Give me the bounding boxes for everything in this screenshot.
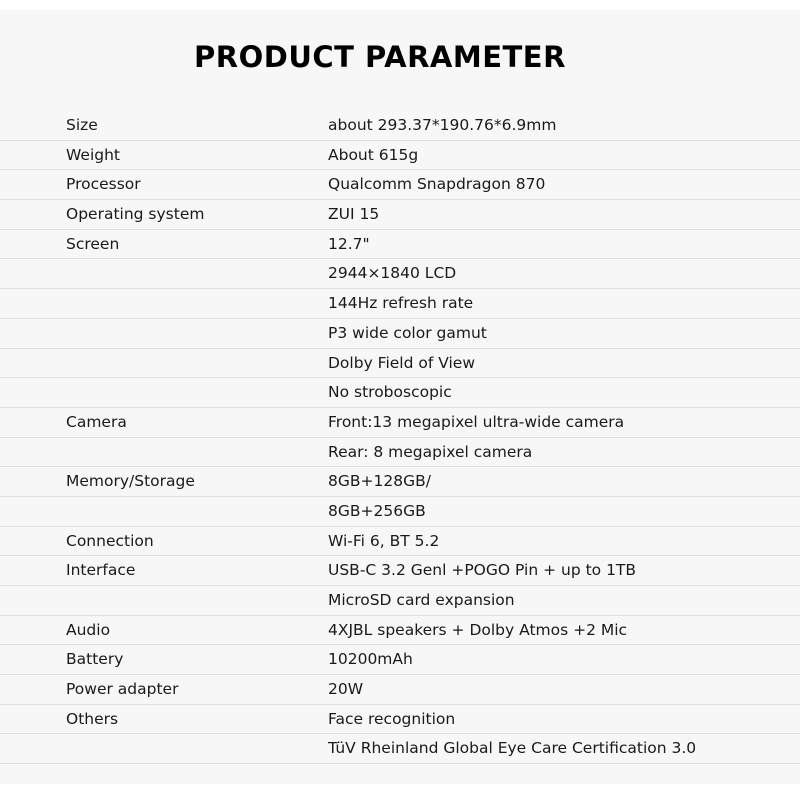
table-row — [0, 111, 800, 141]
row-label: Interface — [66, 561, 136, 580]
row-value: Front:13 megapixel ultra-wide camera — [328, 412, 625, 431]
row-value: Rear: 8 megapixel camera — [328, 442, 533, 461]
row-value: Qualcomm Snapdragon 870 — [328, 175, 546, 194]
table-row — [0, 734, 800, 764]
table-row — [0, 527, 800, 557]
row-label: Connection — [66, 531, 154, 550]
row-value: USB-C 3.2 Genl +POGO Pin + up to 1TB — [328, 561, 637, 580]
table-row — [0, 319, 800, 349]
table-row — [0, 467, 800, 497]
row-label: Weight — [66, 145, 121, 164]
row-value: 20W — [328, 680, 364, 699]
table-row — [0, 497, 800, 527]
table-row — [0, 408, 800, 438]
row-label: Processor — [66, 175, 141, 194]
row-value: about 293.37*190.76*6.9mm — [328, 116, 557, 134]
table-row — [0, 438, 800, 468]
table-row — [0, 289, 800, 319]
parameter-table — [0, 111, 800, 764]
table-row — [0, 141, 800, 171]
table-row — [0, 170, 800, 200]
row-value: 12.7" — [328, 234, 370, 253]
table-row — [0, 586, 800, 616]
table-row — [0, 645, 800, 675]
row-label: Audio — [66, 620, 111, 639]
row-label: Power adapter — [66, 680, 179, 699]
row-value: MicroSD card expansion — [328, 591, 515, 609]
page-title: PRODUCT PARAMETER — [194, 40, 566, 74]
table-row — [0, 378, 800, 408]
row-value: Face recognition — [328, 709, 456, 728]
table-row — [0, 200, 800, 230]
table-row — [0, 230, 800, 260]
row-value: 2944×1840 LCD — [328, 264, 457, 283]
row-label: Others — [66, 709, 119, 728]
row-value: P3 wide color gamut — [328, 323, 487, 342]
row-value: 8GB+256GB — [328, 501, 426, 520]
row-value: Wi-Fi 6, BT 5.2 — [328, 531, 440, 550]
row-label: Battery — [66, 650, 124, 669]
row-value: ZUI 15 — [328, 205, 380, 224]
row-label: Screen — [66, 234, 120, 253]
table-row — [0, 616, 800, 646]
row-label: Size — [66, 116, 98, 134]
row-value: Dolby Field of View — [328, 353, 476, 372]
row-value: 4XJBL speakers + Dolby Atmos +2 Mic — [328, 620, 628, 639]
row-value: 8GB+128GB/ — [328, 472, 431, 491]
row-label: Memory/Storage — [66, 472, 195, 491]
table-row — [0, 705, 800, 735]
table-row — [0, 349, 800, 379]
row-value: No stroboscopic — [328, 383, 452, 402]
row-value: 10200mAh — [328, 650, 413, 669]
parameter-panel — [0, 10, 800, 784]
table-row — [0, 675, 800, 705]
table-row — [0, 556, 800, 586]
row-label: Operating system — [66, 205, 205, 224]
row-value: 144Hz refresh rate — [328, 294, 474, 313]
row-value: TüV Rheinland Global Eye Care Certification 3.0 — [328, 739, 697, 758]
table-row — [0, 259, 800, 289]
row-value: About 615g — [328, 145, 419, 164]
row-label: Camera — [66, 412, 127, 431]
